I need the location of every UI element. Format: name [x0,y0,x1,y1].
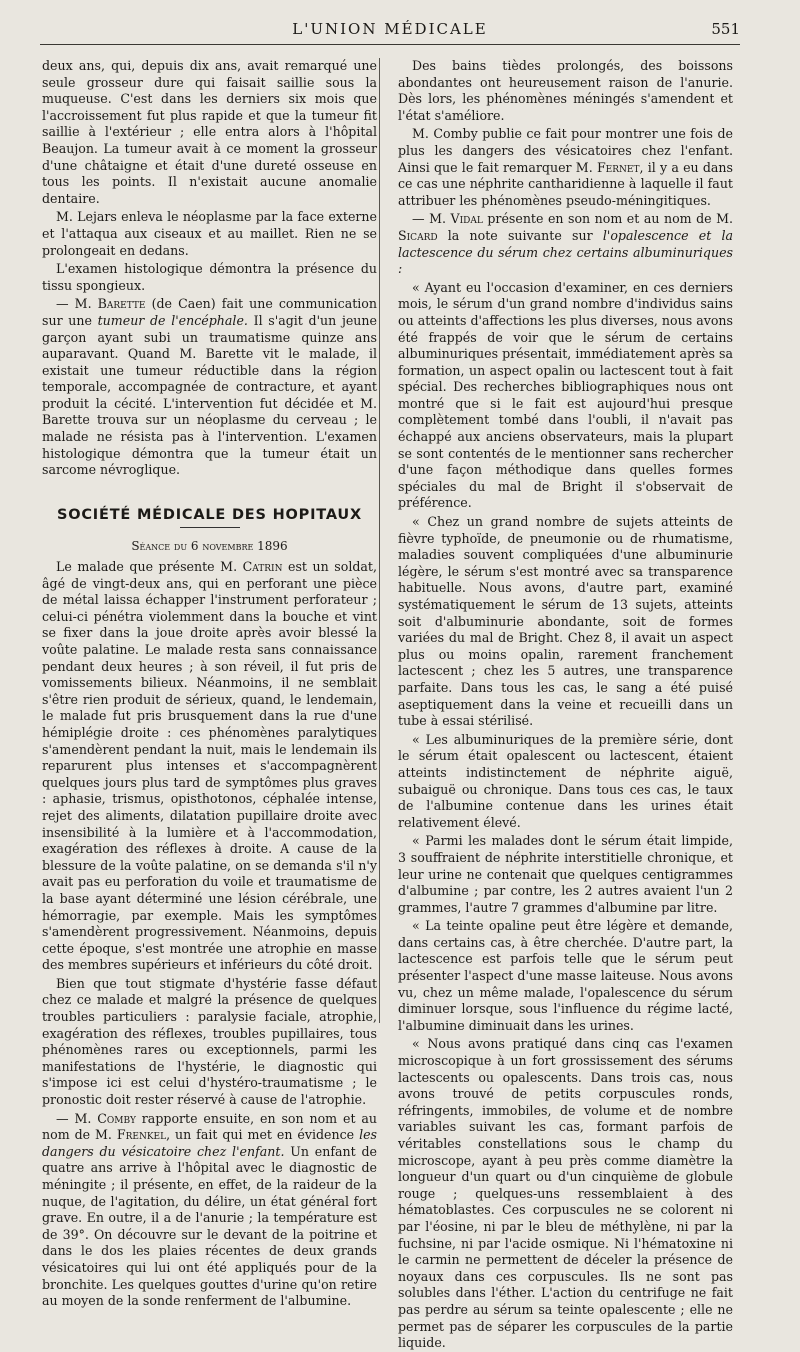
text-run: la note suivante sur [437,227,603,243]
text-run: — M. [412,211,451,227]
author-name: Vidal [450,211,483,227]
text-run: est un soldat, âgé de vingt-deux ans, qui en perforant une pièce de métal laissa échapper l'instrument perforateur ; celui-ci pénétra violemment dans la bouche et vint se fixer dans la joue droite après avoir blessé la voûte palatine. Le malade resta sans connaissance pendant deux heures ; à son réveil, il fut pris de vomissements bilieux. Néanmoins, il ne semblait s'être rien produit de sérieux, quand, le lendemain, le malade fut pris brusquement dans la rue d'une hémiplégie droite : ces phénomènes paralytiques s'amendèrent pendant la nuit, mais le lendemain ils reparurent plus intenses et s'accompagnèrent quelques jours plus tard de symptômes plus graves : aphasie, trismus, opisthotonos, céphalée intense, rejet des aliments, dilatation pupillaire droite avec insensibilité à la lumière et à l'accommodation, exagération des réflexes à droite. A cause de la blessure de la voûte palatine, on se demanda s'il n'y avait pas eu perforation du voile et traumatisme de la base ayant déterminé une lésion cérébrale, une hémorragie, par exemple. Mais les symptômes s'amendèrent progressivement. Néanmoins, depuis cette époque, s'est montrée une atrophie en masse des membres supérieurs et inférieurs du côté droit. [42,559,377,973]
author-name: Catrin [242,559,283,575]
text-run: présente en son nom et au nom de M. [482,211,734,227]
text-run: , un fait qui met en évidence [166,1127,360,1143]
column-divider [379,58,380,1023]
author-name: Fernet [596,159,640,175]
paragraph: deux ans, qui, depuis dix ans, avait remarqué une seule grosseur dure qui faisait saillie sous la muqueuse. C'est dans les derniers six mois que l'accroissement fut plus rapide et que la tumeur fit saillie à l'extérieur ; elle entra alors à l'hôpital Beaujon. La tumeur avait à ce moment la grosseur d'une châtaigne et était d'une dureté osseuse en tous les points. Il n'existait aucune anomalie dentaire. [42,58,377,206]
text-run: Le malade que présente M. [56,559,243,575]
text-run: — M. [56,1110,98,1126]
paragraph: « Ayant eu l'occasion d'examiner, en ces derniers mois, le sérum d'un grand nombre d'individus sains ou atteints d'affections les plus diverses, nous avons été frappés de voir que le sérum de certains albuminuriques présentait, immédiatement après sa formation, un aspect opalin ou lactescent tout à fait spécial. Des recherches bibliographiques nous ont montré que si le fait est aujourd'hui presque complètement tombé dans l'oubli, il n'avait pas échappé aux anciens observateurs, mais la plupart se sont contentés de le mentionner sans rechercher d'une façon méthodique dans quelles formes spéciales du mal de Bright il s'observait de préférence. [398,279,733,511]
communication-title: tumeur de l'encéphale. [97,312,248,328]
paragraph: « Nous avons pratiqué dans cinq cas l'examen microscopique à un fort grossissement des sérums lactescents ou opalescents. Dans trois cas, nous avons trouvé de petits corpuscules ronds, réfringents, immobiles, de volume et de nombre variables suivant les cas, formant parfois de véritables constellations sous le champ du microscope, ayant à peu près comme diamètre la longueur d'un quart ou d'un cinquième de globule rouge ; quelques-uns ressemblaient à des hématoblastes. Ces corpuscules ne se colorent ni par l'éosine, ni par le bleu de méthylène, ni par la fuchsine, ni par l'acide osmique. Ni l'hématoxine ni le carmin ne permettent de déceler la présence de noyaux dans ces corpuscules. Ils ne sont pas solubles dans l'éther. L'action du centrifuge ne fait pas perdre au sérum sa teinte opalescente ; elle ne permet pas de séparer les corpuscules de la partie liquide. [398,1036,733,1351]
paragraph: « Parmi les malades dont le sérum était limpide, 3 souffraient de néphrite interstitielle chronique, et leur urine ne contenait que quelques centigrammes d'albumine ; par contre, les 2 autres avaient l'un 2 grammes, l'autre 7 grammes d'albumine par litre. [398,833,733,915]
page-number: 551 [711,20,740,38]
paragraph: M. Lejars enleva le néoplasme par la face externe et l'attaqua aux ciseaux et au maillet. Rien ne se prolongeait en dedans. [42,209,377,258]
text-run: (de Caen) fait une communication sur une [42,296,377,328]
paragraph: L'examen histologique démontra la présence du tissu spongieux. [42,261,377,293]
section-title: SOCIÉTÉ MÉDICALE DES HOPITAUX [57,506,362,523]
paragraph [42,559,377,974]
paragraph [398,211,733,277]
title-rule [180,527,240,528]
author-name: Frenkel [116,1127,167,1143]
paragraph: « Chez un grand nombre de sujets atteints de fièvre typhoïde, de pneumonie ou de rhumatisme, maladies souvent compliquées d'une albuminurie légère, le sérum s'est montré avec sa transparence habituelle. Nous avons, d'autre part, examiné systématiquement le sérum de 13 sujets, atteints soit d'albuminurie abondante, soit de formes variées du mal de Bright. Chez 8, il avait un aspect plus ou moins opalin, rarement franchement lactescent ; chez les 5 autres, une transparence parfaite. Dans tous les cas, le sang a été puisé aseptiquement dans la veine et recueilli dans un tube à essai stérilisé. [398,514,733,729]
running-title: L'UNION MÉDICALE [292,20,488,38]
meeting-date: Séance du 6 novembre 1896 [131,539,288,554]
paragraph: « Les albuminuriques de la première série, dont le sérum était opalescent ou lactescent, étaient atteints indistinctement de néphrite aiguë, subaiguë ou chronique. Dans tous ces cas, le taux de l'albumine contenue dans les urines était relativement élevé. [398,731,733,830]
paragraph [398,126,733,209]
paragraph: Des bains tièdes prolongés, des boissons abondantes ont heureusement raison de l'anurie. Dès lors, les phénomènes méningés s'amendent et l'état s'améliore. [398,58,733,123]
text-run: M. Comby publie ce fait pour montrer une fois de plus les dangers des vésicatoires chez l'enfant. Ainsi que le fait remarquer M. [398,126,733,175]
text-run: — M. [56,296,98,312]
communication-title: les dangers du vésicatoire chez l'enfant. [42,1127,378,1159]
paragraph: « La teinte opaline peut être légère et demande, dans certains cas, à être cherchée. D'autre part, la lactescence est parfois telle que le sérum peut présenter l'aspect d'une masse laiteuse. Nous avons vu, chez un même malade, l'opalescence du sérum diminuer lorsque, sous l'influence du régime lacté, l'albumine diminuait dans les urines. [398,918,733,1033]
text-run: , il y a eu dans ce cas une néphrite cantharidienne à laquelle il faut attribuer les phénomènes pseudo-méningitiques. [398,159,733,208]
right-column [398,58,734,1351]
header-rule [40,44,740,45]
paragraph [42,296,377,479]
author-name: Barette [97,296,146,312]
left-column [42,58,378,1309]
communication-title: l'opalescence et la lactescence du sérum chez certains albuminuriques : [398,227,734,277]
text-run: Il s'agit d'un jeune garçon ayant subi un traumatisme quinze ans auparavant. Quand M. Barette vit le malade, il existait une tumeur réductible dans la région temporale, accompagnée de contracture, et ayant produit la cécité. L'intervention fut décidée et M. Barette trouva sur un néoplasme du cerveau ; le malade ne résista pas à l'intervention. L'examen histologique démontra que la tumeur était un sarcome névroglique. [42,312,377,478]
author-name: Sicard [398,227,438,243]
page-header [40,14,740,44]
author-name: Comby [97,1110,136,1126]
text-run: Un enfant de quatre ans arrive à l'hôpital avec le diagnostic de méningite ; il présente, en effet, de la raideur de la nuque, de l'agitation, du délire, un état général fort grave. En outre, il a de l'anurie ; la température est de 39°. On découvre sur le devant de la poitrine et dans le dos les plaies récentes de deux grands vésicatoires qui lui ont été appliqués pour de la bronchite. Les quelques gouttes d'urine qu'on retire au moyen de la sonde renferment de l'albumine. [42,1143,378,1309]
paragraph [42,1111,377,1310]
paragraph: Bien que tout stigmate d'hystérie fasse défaut chez ce malade et malgré la présence de quelques troubles particuliers : paralysie faciale, atrophie, exagération des réflexes, troubles pupillaires, tous phénomènes rares ou exceptionnels, parmi les manifestations de l'hystérie, le diagnostic qui s'impose ici est celui d'hystéro-traumatisme ; le pronostic doit rester réservé à cause de l'atrophie. [42,975,377,1108]
text-run: rapporte ensuite, en son nom et au nom de M. [42,1110,378,1143]
